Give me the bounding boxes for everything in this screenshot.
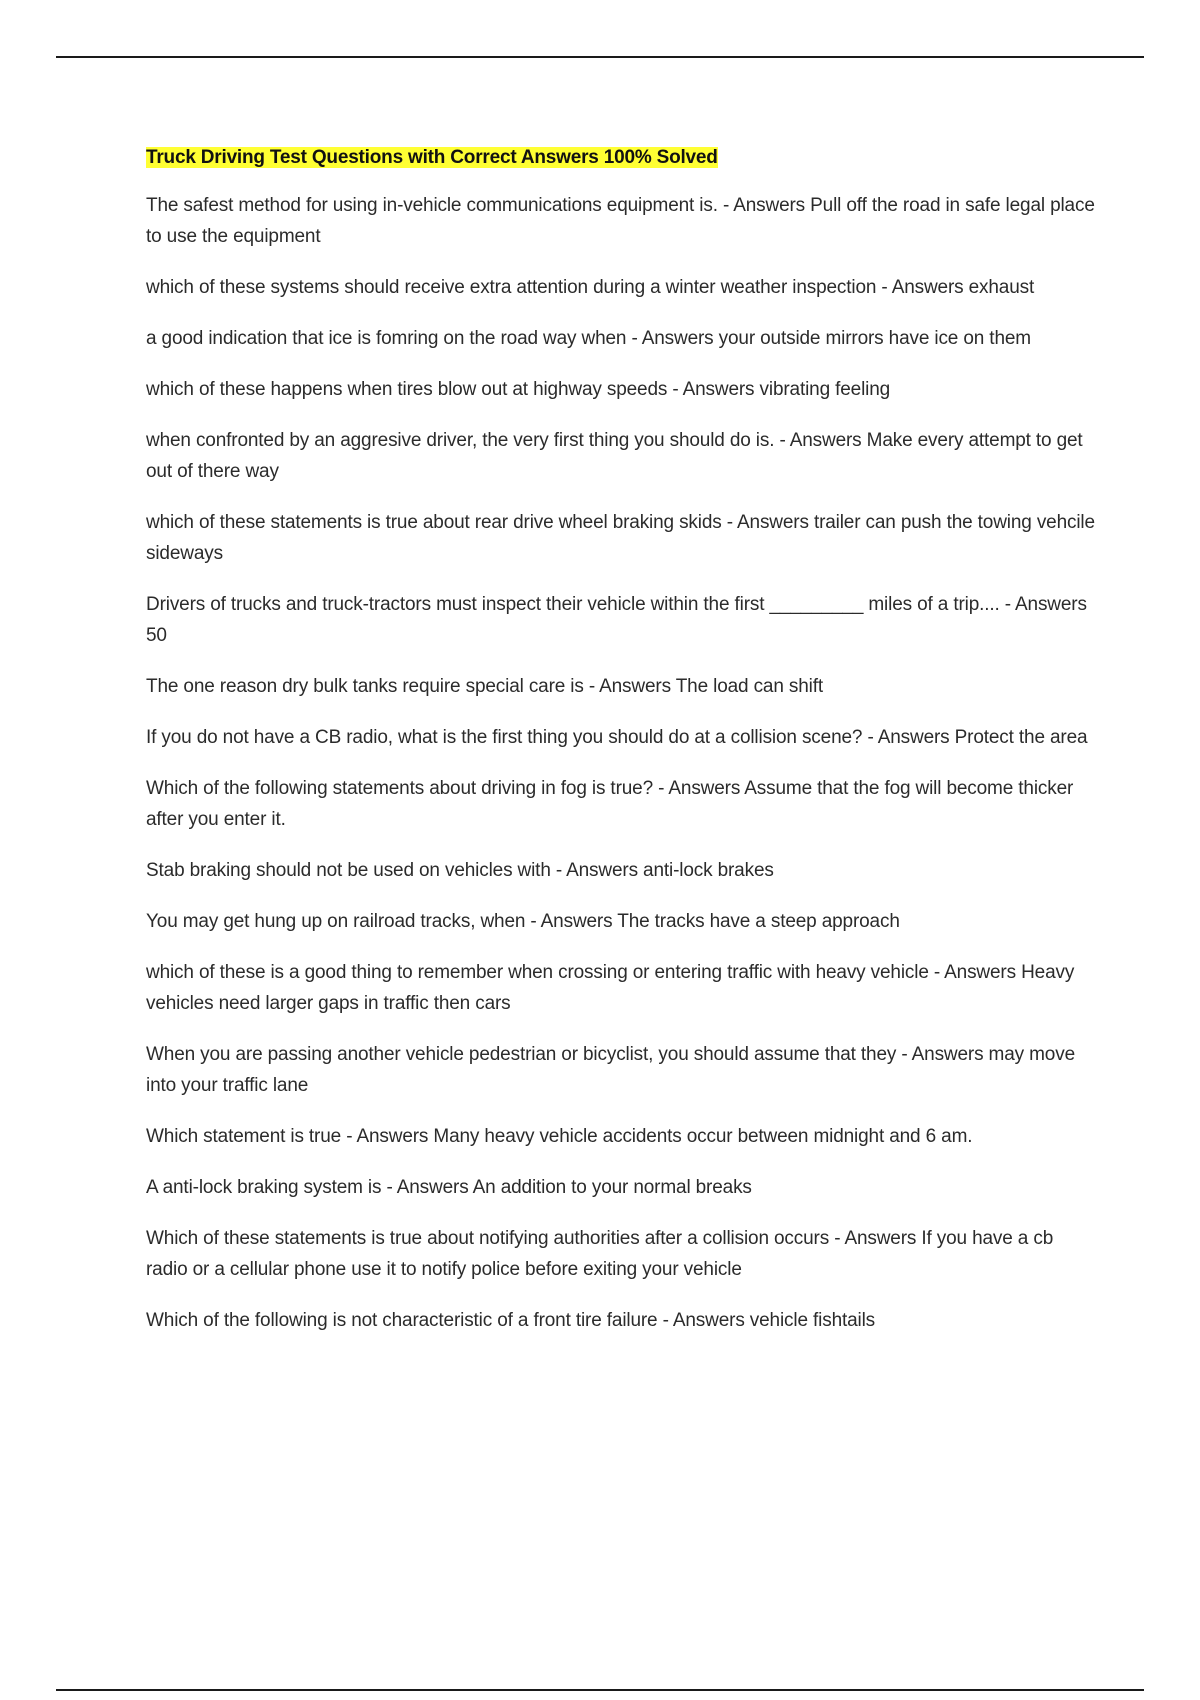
question-item: Which of the following statements about driving in fog is true? - Answers Assume that the fog will become thicker after you enter it. — [146, 778, 1074, 830]
question-item: which of these systems should receive extra attention during a winter weather inspection - Answers exhaust — [146, 277, 1035, 298]
question-item: which of these happens when tires blow out at highway speeds - Answers vibrating feeling — [146, 379, 891, 400]
document-body — [146, 143, 1096, 1356]
question-item: Which statement is true - Answers Many heavy vehicle accidents occur between midnight and 6 am. — [146, 1126, 973, 1147]
question-list — [146, 190, 1096, 1336]
question-item: If you do not have a CB radio, what is the first thing you should do at a collision scene? - Answers Protect the area — [146, 727, 1088, 748]
question-item: The safest method for using in-vehicle communications equipment is. - Answers Pull off the road in safe legal place to use the equipment — [146, 195, 1095, 247]
question-item: Which of these statements is true about notifying authorities after a collision occurs - Answers If you have a cb radio or a cellular phone use it to notify police before exiting your vehicle — [146, 1228, 1054, 1280]
question-item: which of these statements is true about rear drive wheel braking skids - Answers trailer can push the towing vehcile sideways — [146, 512, 1095, 564]
question-item: when confronted by an aggresive driver, the very first thing you should do is. - Answers Make every attempt to get out of there way — [146, 430, 1083, 482]
question-item: which of these is a good thing to remember when crossing or entering traffic with heavy vehicle - Answers Heavy vehicles need larger gaps in traffic then cars — [146, 962, 1075, 1014]
question-item: a good indication that ice is fomring on the road way when - Answers your outside mirrors have ice on them — [146, 328, 1031, 349]
title-block — [146, 143, 1096, 172]
document-title: Truck Driving Test Questions with Correct Answers 100% Solved — [146, 147, 718, 168]
question-item: Stab braking should not be used on vehicles with - Answers anti-lock brakes — [146, 860, 774, 881]
question-item: Which of the following is not characteristic of a front tire failure - Answers vehicle fishtails — [146, 1310, 876, 1331]
question-item: When you are passing another vehicle pedestrian or bicyclist, you should assume that they - Answers may move into your traffic lane — [146, 1044, 1075, 1096]
question-item: A anti-lock braking system is - Answers An addition to your normal breaks — [146, 1177, 752, 1198]
question-item: The one reason dry bulk tanks require special care is - Answers The load can shift — [146, 676, 823, 697]
question-item: You may get hung up on railroad tracks, when - Answers The tracks have a steep approach — [146, 911, 900, 932]
footer-rule — [56, 1689, 1144, 1691]
header-rule — [56, 56, 1144, 58]
question-item: Drivers of trucks and truck-tractors must inspect their vehicle within the first _________ miles of a trip.... - Answers 50 — [146, 594, 1087, 646]
